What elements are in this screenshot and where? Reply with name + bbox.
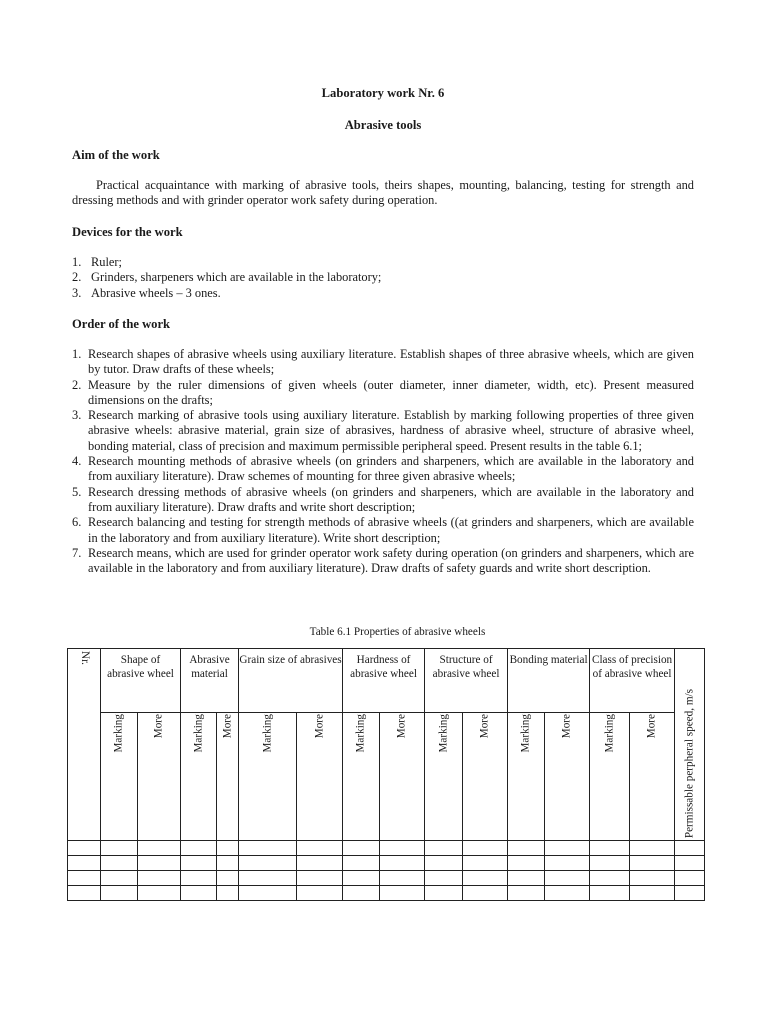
list-item: 6. Research balancing and testing for strength methods of abrasive wheels ((at grinders and sharpeners, which are available in the laboratory and from auxiliary literature). Write short description; bbox=[72, 515, 694, 545]
group-header: Hardness of abrasive wheel bbox=[343, 649, 425, 713]
marking-header: Marking bbox=[590, 713, 630, 841]
more-header: More bbox=[380, 713, 425, 841]
properties-table bbox=[67, 648, 705, 901]
more-header: More bbox=[463, 713, 508, 841]
table-row bbox=[68, 871, 705, 886]
group-header: Class of precision of abrasive wheel bbox=[590, 649, 675, 713]
table-header-row bbox=[68, 649, 705, 713]
group-header: Structure of abrasive wheel bbox=[425, 649, 508, 713]
marking-header: Marking bbox=[101, 713, 138, 841]
table-row bbox=[68, 856, 705, 871]
marking-header: Marking bbox=[239, 713, 297, 841]
order-heading: Order of the work bbox=[72, 317, 171, 331]
document-title: Laboratory work Nr. 6 bbox=[321, 86, 445, 100]
aim-text: Practical acquaintance with marking of abrasive tools, theirs shapes, mounting, balancing, testing for strength and dressing methods and with grinder operator work safety during operation. bbox=[72, 178, 694, 208]
marking-header: Marking bbox=[508, 713, 545, 841]
list-item: 5. Research dressing methods of abrasive wheels (on grinders and sharpeners, which are available in the laboratory and from auxiliary literature). Draw drafts and write short description; bbox=[72, 484, 694, 514]
marking-header: Marking bbox=[343, 713, 380, 841]
list-item: 1. Ruler; bbox=[72, 255, 122, 269]
more-header: More bbox=[630, 713, 675, 841]
list-item: 2. Measure by the ruler dimensions of given wheels (outer diameter, inner diameter, width, etc). Present measured dimensions on the drafts; bbox=[72, 377, 694, 407]
aim-heading: Aim of the work bbox=[72, 148, 160, 162]
group-header: Bonding material bbox=[508, 649, 590, 713]
more-header: More bbox=[297, 713, 343, 841]
devices-list bbox=[72, 255, 694, 301]
list-item: 1. Research shapes of abrasive wheels using auxiliary literature. Establish shapes of three abrasive wheels, which are given by tutor. Draw drafts of these wheels; bbox=[72, 347, 694, 377]
list-item: 7. Research means, which are used for grinder operator work safety during operation (on grinders and sharpeners, which are available in the laboratory and from auxiliary literature). Draw drafts of safety guards and write short description. bbox=[72, 545, 694, 576]
marking-header: Marking bbox=[181, 713, 217, 841]
list-item: 3. Abrasive wheels – 3 ones. bbox=[72, 285, 221, 300]
order-list bbox=[72, 347, 694, 576]
nr-header: Nr. bbox=[68, 649, 101, 841]
group-header: Abrasive material bbox=[181, 649, 239, 713]
devices-heading: Devices for the work bbox=[72, 225, 183, 239]
more-header: More bbox=[138, 713, 181, 841]
document-subtitle: Abrasive tools bbox=[344, 118, 422, 132]
group-header: Grain size of abrasives bbox=[239, 649, 343, 713]
table-row bbox=[68, 886, 705, 901]
more-header: More bbox=[217, 713, 239, 841]
group-header: Shape of abrasive wheel bbox=[101, 649, 181, 713]
list-item: 4. Research mounting methods of abrasive wheels (on grinders and sharpeners, which are available in the laboratory and from auxiliary literature). Draw schemes of mounting for three given abrasive wheels; bbox=[72, 454, 694, 484]
more-header: More bbox=[545, 713, 590, 841]
table-caption: Table 6.1 Properties of abrasive wheels bbox=[309, 626, 486, 638]
speed-header: Permissable perpheral speed, m/s bbox=[675, 649, 705, 841]
table-row bbox=[68, 841, 705, 856]
marking-header: Marking bbox=[425, 713, 463, 841]
table-subheader-row bbox=[68, 713, 705, 841]
list-item: 3. Research marking of abrasive tools using auxiliary literature. Establish by marking following properties of three given abrasive wheels: abrasive material, grain size of abrasives, hardness of abrasive wheel, structure of abrasive wheel, bonding material, class of precision and maximum permissible peripheral speed. Present results in the table 6.1; bbox=[72, 408, 694, 453]
list-item: 2. Grinders, sharpeners which are available in the laboratory; bbox=[72, 270, 382, 285]
